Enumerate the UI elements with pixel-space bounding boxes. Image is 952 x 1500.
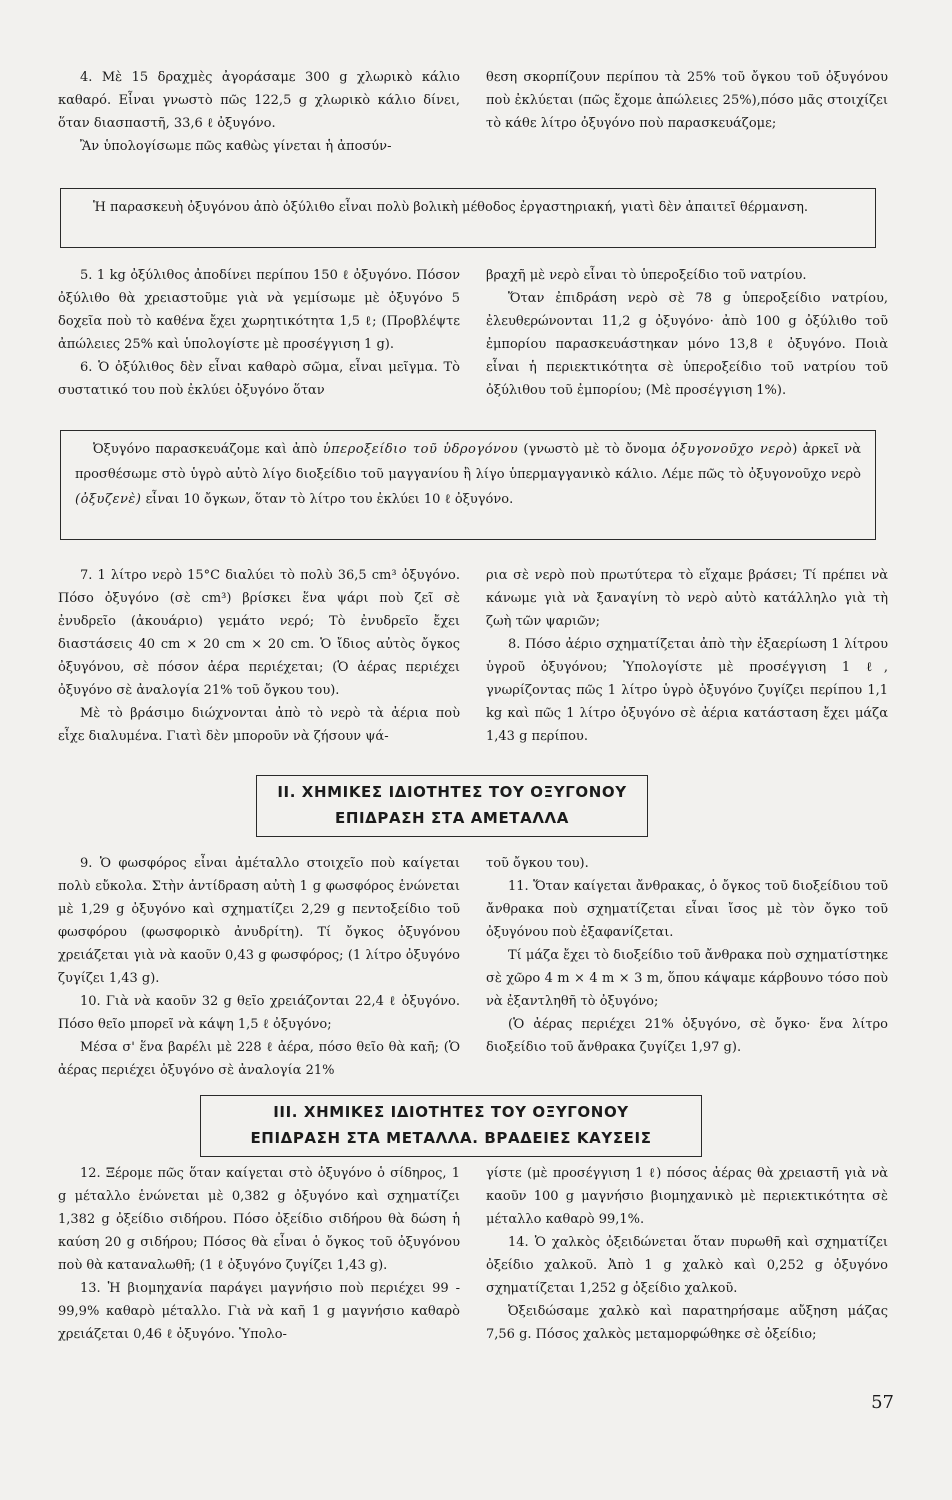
- page-number: 57: [871, 1392, 894, 1413]
- left-column: [58, 1162, 460, 1346]
- heading-line-1: II. ΧΗΜΙΚΕΣ ΙΔΙΟΤΗΤΕΣ ΤΟΥ ΟΞΥΓΟΝΟΥ: [277, 783, 627, 801]
- italic-term: ὀξυγονοῦχο νερὸ: [671, 442, 793, 457]
- info-box-peroxide: [60, 430, 876, 540]
- problem-11-question: Τί μάζα ἔχει τὸ διοξείδιο τοῦ ἄνθρακα ποὺ σχηματίστηκε σὲ χῶρο 4 m × 4 m × 3 m, ὅπου κάψαμε κάρβουνο τόσο ποὺ νὰ ἐξαντληθῆ τὸ ὀξυγόνο;: [486, 948, 888, 1009]
- section-problems-12-14: [58, 1162, 888, 1346]
- chapter-heading-metals: [200, 1095, 702, 1157]
- section-problems-7-8: [58, 564, 888, 748]
- text-fragment: ) ἀρκεῖ νὰ προσθέσωμε στὸ ὑγρὸ αὐτὸ λίγο διοξείδιο τοῦ μαγγανίου ἢ λίγο ὑπερμαγγανικὸ κάλιο. Λέμε πῶς τὸ ὀξυγονοῦχο νερὸ: [75, 442, 861, 482]
- left-column: [58, 852, 460, 1082]
- problem-10: 10. Γιὰ νὰ καοῦν 32 g θεῖο χρειάζονται 22,4 ℓ ὀξυγόνο. Πόσο θεῖο μπορεῖ νὰ κάψη 1,5 ℓ ὀξυγόνο;: [58, 994, 460, 1032]
- right-column: [486, 264, 888, 402]
- problem-13: 13. Ἡ βιομηχανία παράγει μαγνήσιο ποὺ περιέχει 99 - 99,9% καθαρὸ μέταλλο. Γιὰ νὰ καῆ 1 g μαγνήσιο καθαρὸ χρειάζεται 0,46 ℓ ὀξυγόνο. Ὑπολο-: [58, 1281, 460, 1342]
- problem-6-continued: βραχῆ μὲ νερὸ εἶναι τὸ ὑπεροξείδιο τοῦ νατρίου.: [486, 268, 807, 283]
- problem-12: 12. Ξέρομε πῶς ὅταν καίγεται στὸ ὀξυγόνο ὁ σίδηρος, 1 g μέταλλο ἑνώνεται μὲ 0,382 g ὀξυγόνο καὶ σχηματίζει 1,382 g ὀξείδιο σιδήρου. Πόσο ὀξείδιο σιδήρου θὰ δώση ἡ καύση 20 g σιδήρου; Πόσος θὰ εἶναι ὁ ὄγκος τοῦ ὀξυγόνου ποὺ θὰ καταναλωθῆ; (1 ℓ ὀξυγόνο ζυγίζει 1,43 g).: [58, 1166, 460, 1273]
- info-box-text: Ἡ παρασκευὴ ὀξυγόνου ἀπὸ ὀξύλιθο εἶναι πολὺ βολικὴ μέθοδος ἐργαστηριακή, γιατὶ δὲν ἀπαιτεῖ θέρμανση.: [93, 200, 808, 215]
- problem-11-data: (Ὁ ἀέρας περιέχει 21% ὀξυγόνο, σὲ ὄγκο· ἕνα λίτρο διοξείδιο τοῦ ἄνθρακα ζυγίζει 1,97 g).: [486, 1017, 888, 1055]
- problem-10-barrel: Μέσα σ' ἕνα βαρέλι μὲ 228 ℓ ἀέρα, πόσο θεῖο θὰ καῆ; (Ὁ ἀέρας περιέχει ὀξυγόνο σὲ ἀναλογία 21%: [58, 1040, 460, 1078]
- section-problems-9-11: [58, 852, 888, 1082]
- problem-13-continued: γίστε (μὲ προσέγγιση 1 ℓ) πόσος ἀέρας θὰ χρειαστῆ γιὰ νὰ καοῦν 100 g μαγνήσιο βιομηχανικὸ μὲ περιεκτικότητα σὲ μέταλλο καθαρὸ 99,1%.: [486, 1166, 888, 1227]
- left-column: [58, 564, 460, 748]
- problem-5: 5. 1 kg ὀξύλιθος ἀποδίνει περίπου 150 ℓ ὀξυγόνο. Πόσον ὀξύλιθο θὰ χρειαστοῦμε γιὰ νὰ γεμίσωμε μὲ ὀξυγόνο 5 δοχεῖα ποὺ τὸ καθένα ἔχει χωρητικότητα 1,5 ℓ; (Προβλέψτε ἀπώλειες 25% καὶ ὑπολογίστε μὲ προσέγγιση 1 g).: [58, 268, 460, 352]
- italic-term: (ὀξυζενὲ): [75, 492, 142, 507]
- section-problems-5-6: [58, 264, 888, 402]
- problem-6: 6. Ὁ ὀξύλιθος δὲν εἶναι καθαρὸ σῶμα, εἶναι μεῖγμα. Τὸ συστατικό του ποὺ ἐκλύει ὀξυγόνο ὅταν: [58, 360, 460, 398]
- problem-6-question: Ὅταν ἐπιδράση νερὸ σὲ 78 g ὑπεροξείδιο νατρίου, ἐλευθερώνονται 11,2 g ὀξυγόνο· ἀπὸ 100 g ὀξύλιθο τοῦ ἐμπορίου παρασκευάστηκαν μόνο 13,8 ℓ ὀξυγόνο. Ποιὰ εἶναι ἡ περιεκτικότητα σὲ ὑπεροξείδιο τοῦ νατρίου τοῦ ὀξύλιθου τοῦ ἐμπορίου; (Μὲ προσέγγιση 1%).: [486, 291, 888, 398]
- problem-8: 8. Πόσο ἀέριο σχηματίζεται ἀπὸ τὴν ἐξαερίωση 1 λίτρου ὑγροῦ ὀξυγόνου; Ὑπολογίστε μὲ προσέγγιση 1 ℓ, γνωρίζοντας πῶς 1 λίτρο ὑγρὸ ὀξυγόνο ζυγίζει περίπου 1,1 kg καὶ πῶς 1 λίτρο ὀξυγόνο σὲ ἀέρια κατάσταση ἔχει μάζα 1,43 g περίπου.: [486, 637, 888, 744]
- text-fragment: εἶναι 10 ὄγκων, ὅταν τὸ λίτρο του ἐκλύει 10 ℓ ὀξυγόνο.: [141, 492, 514, 507]
- problem-7-boiling: Μὲ τὸ βράσιμο διώχνονται ἀπὸ τὸ νερὸ τὰ ἀέρια ποὺ εἶχε διαλυμένα. Γιατὶ δὲν μποροῦν νὰ ζήσουν ψά-: [58, 706, 460, 744]
- right-column: [486, 1162, 888, 1346]
- right-column: [486, 66, 888, 158]
- right-column: [486, 852, 888, 1082]
- problem-11: 11. Ὅταν καίγεται ἄνθρακας, ὁ ὄγκος τοῦ διοξείδιου τοῦ ἄνθρακα ποὺ σχηματίζεται εἶναι ἴσος μὲ τὸν ὄγκο τοῦ ὀξυγόνου ποὺ ἐξαφανίζεται.: [486, 879, 888, 940]
- problem-4: 4. Μὲ 15 δραχμὲς ἀγοράσαμε 300 g χλωρικὸ κάλιο καθαρό. Εἶναι γνωστὸ πῶς 122,5 g χλωρικὸ κάλιο δίνει, ὅταν διασπαστῆ, 33,6 ℓ ὀξυγόνο.: [58, 70, 460, 131]
- problem-4-end: θεση σκορπίζουν περίπου τὰ 25% τοῦ ὄγκου τοῦ ὀξυγόνου ποὺ ἐκλύεται (πῶς ἔχομε ἀπώλειες 25%),πόσο μᾶς στοιχίζει τὸ κάθε λίτρο ὀξυγόνο ποὺ παρασκευάζομε;: [486, 70, 888, 131]
- chapter-heading-nonmetals: [256, 775, 648, 837]
- text-fragment: (γνωστὸ μὲ τὸ ὄνομα: [518, 442, 672, 457]
- left-column: [58, 264, 460, 402]
- heading-line-1: III. ΧΗΜΙΚΕΣ ΙΔΙΟΤΗΤΕΣ ΤΟΥ ΟΞΥΓΟΝΟΥ: [273, 1103, 629, 1121]
- section-problem-4: [58, 66, 888, 158]
- heading-line-2: ΕΠΙΔΡΑΣΗ ΣΤΑ ΑΜΕΤΑΛΛΑ: [335, 809, 569, 827]
- problem-14-question: Ὀξειδώσαμε χαλκὸ καὶ παρατηρήσαμε αὔξηση μάζας 7,56 g. Πόσος χαλκὸς μεταμορφώθηκε σὲ ὀξείδιο;: [486, 1304, 888, 1342]
- italic-term: ὑπεροξείδιο τοῦ ὑδρογόνου: [322, 442, 519, 457]
- right-column: [486, 564, 888, 748]
- heading-line-2: ΕΠΙΔΡΑΣΗ ΣΤΑ ΜΕΤΑΛΛΑ. ΒΡΑΔΕΙΕΣ ΚΑΥΣΕΙΣ: [250, 1129, 652, 1147]
- problem-14: 14. Ὁ χαλκὸς ὀξειδώνεται ὅταν πυρωθῆ καὶ σχηματίζει ὀξείδιο χαλκοῦ. Ἀπὸ 1 g χαλκὸ καὶ 0,252 g ὀξυγόνο σχηματίζεται 1,252 g ὀξείδιο χαλκοῦ.: [486, 1235, 888, 1296]
- text-fragment: Ὀξυγόνο παρασκευάζομε καὶ ἀπὸ: [93, 442, 323, 457]
- info-box-text: [75, 437, 861, 512]
- left-column: [58, 66, 460, 158]
- problem-10-continued: τοῦ ὄγκου του).: [486, 856, 589, 871]
- problem-7-continued: ρια σὲ νερὸ ποὺ πρωτύτερα τὸ εἴχαμε βράσει; Τί πρέπει νὰ κάνωμε γιὰ νὰ ξαναγίνη τὸ νερὸ αὐτὸ κατάλληλο γιὰ τὴ ζωὴ τῶν ψαριῶν;: [486, 568, 888, 629]
- info-box-oxylith: [60, 188, 876, 248]
- problem-7: 7. 1 λίτρο νερὸ 15°C διαλύει τὸ πολὺ 36,5 cm³ ὀξυγόνο. Πόσο ὀξυγόνο (σὲ cm³) βρίσκει ἕνα ψάρι ποὺ ζεῖ σὲ ἐνυδρεῖο (ἀκουάριο) γεμάτο νερό; Τὸ ἐνυδρεῖο ἔχει διαστάσεις 40 cm × 20 cm × 20 cm. Ὁ ἴδιος αὐτὸς ὄγκος ὀξυγόνου, σὲ πόσον ἀέρα περιέχεται; (Ὁ ἀέρας περιέχει ὀξυγόνο σὲ ἀναλογία 21% τοῦ ὄγκου του).: [58, 568, 460, 698]
- problem-9: 9. Ὁ φωσφόρος εἶναι ἀμέταλλο στοιχεῖο ποὺ καίγεται πολὺ εὔκολα. Στὴν ἀντίδραση αὐτὴ 1 g φωσφόρος ἑνώνεται μὲ 1,29 g ὀξυγόνο καὶ σχηματίζει 2,29 g πεντοξείδιο τοῦ φωσφόρου (φωσφορικὸ ἀνυδρίτη). Τί ὄγκος ὀξυγόνου χρειάζεται γιὰ νὰ καοῦν 0,43 g φωσφόρος; (1 λίτρο ὀξυγόνο ζυγίζει 1,43 g).: [58, 856, 460, 986]
- problem-4-continued: Ἂν ὑπολογίσωμε πῶς καθὼς γίνεται ἡ ἀποσύν-: [80, 139, 392, 154]
